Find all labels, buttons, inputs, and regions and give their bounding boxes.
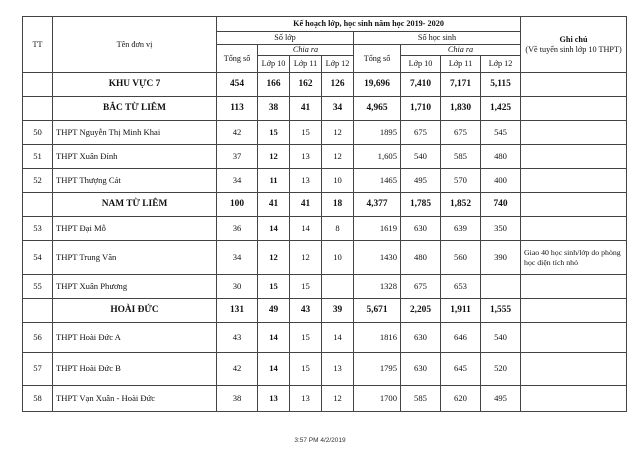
table-row <box>23 73 627 97</box>
table-row <box>23 323 627 353</box>
row-students-grade11: 560 <box>441 241 481 275</box>
row-students-grade11: 1,852 <box>441 193 481 217</box>
row-students-total: 4,965 <box>354 97 401 121</box>
classes-grade10-header: Lớp 10 <box>258 56 290 73</box>
row-students-grade11: 646 <box>441 323 481 353</box>
classes-header: Số lớp <box>217 32 354 45</box>
row-students-grade11: 1,830 <box>441 97 481 121</box>
row-tt: 52 <box>23 169 53 193</box>
row-unit-name: THPT Hoài Đức B <box>53 353 217 386</box>
row-classes-grade10: 15 <box>258 121 290 145</box>
row-note <box>521 121 627 145</box>
row-classes-grade11: 14 <box>290 217 322 241</box>
row-students-grade12: 740 <box>481 193 521 217</box>
row-students-grade11: 585 <box>441 145 481 169</box>
row-students-grade12: 540 <box>481 323 521 353</box>
row-tt <box>23 73 53 97</box>
students-grade10-header: Lớp 10 <box>401 56 441 73</box>
row-students-grade12: 545 <box>481 121 521 145</box>
table-row <box>23 145 627 169</box>
row-classes-grade12: 12 <box>322 386 354 412</box>
row-classes-total: 30 <box>217 275 258 299</box>
table-row <box>23 275 627 299</box>
table-row <box>23 241 627 275</box>
row-classes-grade10: 166 <box>258 73 290 97</box>
row-note <box>521 73 627 97</box>
row-classes-grade12: 12 <box>322 121 354 145</box>
table-row <box>23 193 627 217</box>
row-note: Giao 40 học sinh/lớp do phòng học diện tích nhỏ <box>521 241 627 275</box>
row-classes-grade10: 49 <box>258 299 290 323</box>
row-classes-grade12: 126 <box>322 73 354 97</box>
row-students-grade12: 1,425 <box>481 97 521 121</box>
row-students-total: 1430 <box>354 241 401 275</box>
row-classes-grade10: 14 <box>258 217 290 241</box>
row-tt <box>23 299 53 323</box>
row-classes-total: 34 <box>217 169 258 193</box>
row-classes-grade10: 15 <box>258 275 290 299</box>
row-students-grade11: 639 <box>441 217 481 241</box>
row-classes-total: 42 <box>217 121 258 145</box>
row-students-grade10: 675 <box>401 121 441 145</box>
row-students-total: 1895 <box>354 121 401 145</box>
row-classes-grade11: 13 <box>290 145 322 169</box>
row-students-grade12: 1,555 <box>481 299 521 323</box>
row-classes-total: 34 <box>217 241 258 275</box>
table-row <box>23 121 627 145</box>
plan-sheet <box>22 16 626 412</box>
row-classes-grade11: 12 <box>290 241 322 275</box>
row-classes-grade11: 41 <box>290 193 322 217</box>
row-unit-name: THPT Hoài Đức A <box>53 323 217 353</box>
students-split-header: Chia ra <box>401 45 521 56</box>
row-note <box>521 97 627 121</box>
row-students-grade12: 520 <box>481 353 521 386</box>
row-classes-grade12: 39 <box>322 299 354 323</box>
row-tt: 58 <box>23 386 53 412</box>
row-note <box>521 353 627 386</box>
row-classes-grade11: 43 <box>290 299 322 323</box>
row-classes-total: 113 <box>217 97 258 121</box>
row-note <box>521 145 627 169</box>
row-students-grade11: 620 <box>441 386 481 412</box>
row-students-total: 1795 <box>354 353 401 386</box>
row-classes-grade10: 14 <box>258 323 290 353</box>
row-classes-grade10: 12 <box>258 241 290 275</box>
row-tt: 56 <box>23 323 53 353</box>
row-classes-total: 37 <box>217 145 258 169</box>
row-students-total: 1700 <box>354 386 401 412</box>
row-students-grade11: 653 <box>441 275 481 299</box>
students-total-header: Tổng số <box>354 45 401 73</box>
row-classes-grade10: 13 <box>258 386 290 412</box>
students-grade12-header: Lớp 12 <box>481 56 521 73</box>
row-students-total: 1816 <box>354 323 401 353</box>
row-classes-total: 36 <box>217 217 258 241</box>
row-unit-name: THPT Vạn Xuân - Hoài Đức <box>53 386 217 412</box>
row-students-grade10: 7,410 <box>401 73 441 97</box>
row-students-grade12: 495 <box>481 386 521 412</box>
row-unit-name: THPT Xuân Phương <box>53 275 217 299</box>
row-students-grade10: 1,710 <box>401 97 441 121</box>
row-unit-name: THPT Thượng Cát <box>53 169 217 193</box>
row-students-grade11: 570 <box>441 169 481 193</box>
note-subtitle: (Về tuyển sinh lớp 10 THPT) <box>525 44 622 54</box>
row-unit-name: THPT Nguyễn Thị Minh Khai <box>53 121 217 145</box>
students-header: Số học sinh <box>354 32 521 45</box>
row-classes-total: 42 <box>217 353 258 386</box>
row-classes-total: 100 <box>217 193 258 217</box>
row-classes-grade11: 15 <box>290 353 322 386</box>
row-unit-name: BẮC TỪ LIÊM <box>53 97 217 121</box>
row-note <box>521 193 627 217</box>
row-students-total: 4,377 <box>354 193 401 217</box>
header-row-1 <box>23 17 627 32</box>
row-classes-grade10: 38 <box>258 97 290 121</box>
tt-header: TT <box>23 17 53 73</box>
row-unit-name: HOÀI ĐỨC <box>53 299 217 323</box>
row-classes-grade12 <box>322 275 354 299</box>
row-students-grade11: 1,911 <box>441 299 481 323</box>
table-row <box>23 169 627 193</box>
row-students-grade10: 540 <box>401 145 441 169</box>
row-classes-grade11: 13 <box>290 169 322 193</box>
classes-grade11-header: Lớp 11 <box>290 56 322 73</box>
row-students-grade10: 630 <box>401 217 441 241</box>
row-classes-total: 43 <box>217 323 258 353</box>
row-students-total: 19,696 <box>354 73 401 97</box>
row-classes-grade12: 8 <box>322 217 354 241</box>
unit-name-header: Tên đơn vị <box>53 17 217 73</box>
row-classes-grade11: 15 <box>290 323 322 353</box>
row-classes-grade11: 13 <box>290 386 322 412</box>
plan-title-header: Kế hoạch lớp, học sinh năm học 2019- 2020 <box>217 17 521 32</box>
row-note <box>521 299 627 323</box>
classes-total-header: Tổng số <box>217 45 258 73</box>
row-note <box>521 217 627 241</box>
row-students-grade10: 480 <box>401 241 441 275</box>
row-students-grade10: 630 <box>401 323 441 353</box>
row-students-grade10: 630 <box>401 353 441 386</box>
row-classes-grade12: 14 <box>322 323 354 353</box>
row-tt: 51 <box>23 145 53 169</box>
row-students-grade10: 585 <box>401 386 441 412</box>
table-row <box>23 217 627 241</box>
row-students-grade11: 7,171 <box>441 73 481 97</box>
row-classes-total: 38 <box>217 386 258 412</box>
row-classes-grade12: 18 <box>322 193 354 217</box>
row-tt <box>23 193 53 217</box>
row-unit-name: THPT Trung Văn <box>53 241 217 275</box>
class-student-plan-table <box>22 16 627 412</box>
row-classes-grade11: 15 <box>290 121 322 145</box>
row-students-grade10: 675 <box>401 275 441 299</box>
classes-grade12-header: Lớp 12 <box>322 56 354 73</box>
table-row <box>23 299 627 323</box>
row-classes-grade10: 12 <box>258 145 290 169</box>
row-note <box>521 275 627 299</box>
row-unit-name: KHU VỰC 7 <box>53 73 217 97</box>
row-classes-grade11: 162 <box>290 73 322 97</box>
note-title: Ghi chú <box>559 35 588 45</box>
row-classes-grade12: 12 <box>322 145 354 169</box>
row-students-grade12: 5,115 <box>481 73 521 97</box>
row-classes-grade12: 10 <box>322 241 354 275</box>
row-students-total: 1,605 <box>354 145 401 169</box>
row-classes-grade10: 14 <box>258 353 290 386</box>
row-students-grade10: 1,785 <box>401 193 441 217</box>
row-students-grade10: 495 <box>401 169 441 193</box>
row-tt: 53 <box>23 217 53 241</box>
row-students-grade12: 390 <box>481 241 521 275</box>
table-row <box>23 97 627 121</box>
row-students-grade12: 480 <box>481 145 521 169</box>
row-students-grade12: 400 <box>481 169 521 193</box>
row-students-grade12 <box>481 275 521 299</box>
row-students-grade11: 675 <box>441 121 481 145</box>
row-note <box>521 323 627 353</box>
row-classes-total: 131 <box>217 299 258 323</box>
row-note <box>521 386 627 412</box>
classes-split-header: Chia ra <box>258 45 354 56</box>
row-unit-name: THPT Đại Mỗ <box>53 217 217 241</box>
row-students-total: 1465 <box>354 169 401 193</box>
row-students-total: 1328 <box>354 275 401 299</box>
row-classes-grade12: 13 <box>322 353 354 386</box>
row-classes-total: 454 <box>217 73 258 97</box>
row-tt: 55 <box>23 275 53 299</box>
row-students-grade12: 350 <box>481 217 521 241</box>
row-classes-grade12: 34 <box>322 97 354 121</box>
row-classes-grade11: 41 <box>290 97 322 121</box>
row-students-total: 1619 <box>354 217 401 241</box>
row-tt <box>23 97 53 121</box>
row-tt: 54 <box>23 241 53 275</box>
row-tt: 57 <box>23 353 53 386</box>
row-students-total: 5,671 <box>354 299 401 323</box>
row-tt: 50 <box>23 121 53 145</box>
row-students-grade11: 645 <box>441 353 481 386</box>
row-unit-name: THPT Xuân Đỉnh <box>53 145 217 169</box>
note-header <box>521 17 627 73</box>
row-classes-grade10: 41 <box>258 193 290 217</box>
table-row <box>23 353 627 386</box>
row-unit-name: NAM TỪ LIÊM <box>53 193 217 217</box>
row-classes-grade10: 11 <box>258 169 290 193</box>
table-row <box>23 386 627 412</box>
row-classes-grade12: 10 <box>322 169 354 193</box>
row-classes-grade11: 15 <box>290 275 322 299</box>
print-timestamp: 3:57 PM 4/2/2019 <box>294 437 346 444</box>
row-students-grade10: 2,205 <box>401 299 441 323</box>
students-grade11-header: Lớp 11 <box>441 56 481 73</box>
row-note <box>521 169 627 193</box>
